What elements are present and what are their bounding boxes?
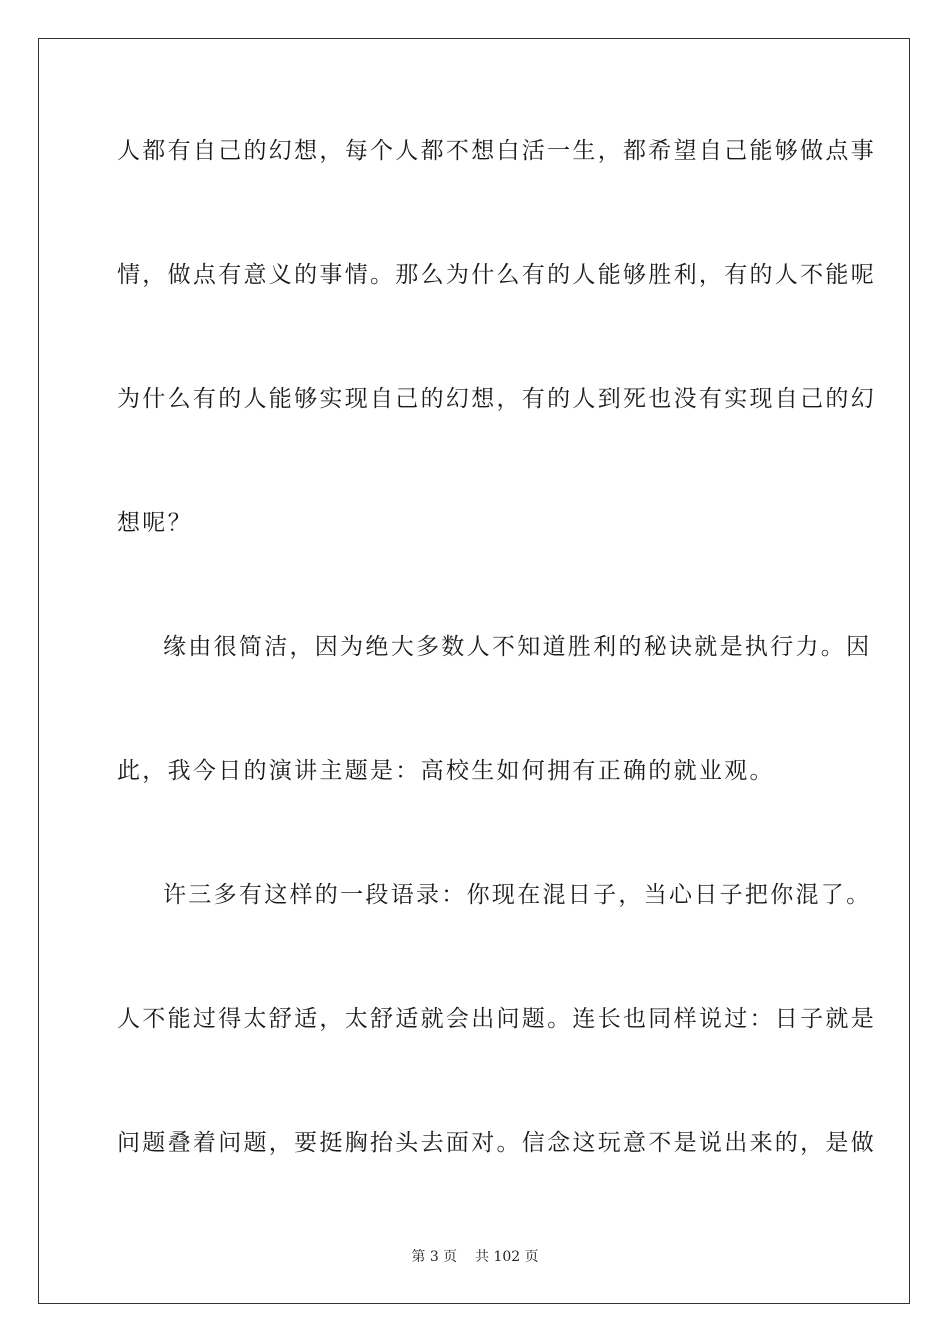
body-line-5: 缘由很简洁，因为绝大多数人不知道胜利的秘诀就是执行力。因 xyxy=(163,634,872,660)
body-line-1: 人都有自己的幻想，每个人都不想白活一生，都希望自己能够做点事 xyxy=(117,138,876,164)
body-line-4: 想呢？ xyxy=(117,510,193,536)
body-line-2: 情，做点有意义的事情。那么为什么有的人能够胜利，有的人不能呢 xyxy=(117,262,876,288)
body-line-7: 许三多有这样的一段语录：你现在混日子，当心日子把你混了。 xyxy=(163,882,872,908)
body-line-6: 此，我今日的演讲主题是：高校生如何拥有正确的就业观。 xyxy=(117,758,775,784)
body-line-9: 问题叠着问题，要挺胸抬头去面对。信念这玩意不是说出来的，是做 xyxy=(117,1130,876,1156)
total-pages: 共 102 页 xyxy=(475,1249,539,1265)
body-line-8: 人不能过得太舒适，太舒适就会出问题。连长也同样说过：日子就是 xyxy=(117,1006,876,1032)
page-footer xyxy=(0,1248,950,1266)
body-line-3: 为什么有的人能够实现自己的幻想，有的人到死也没有实现自己的幻 xyxy=(117,386,876,412)
page-number: 第 3 页 xyxy=(411,1249,458,1265)
page-border xyxy=(38,38,910,1304)
